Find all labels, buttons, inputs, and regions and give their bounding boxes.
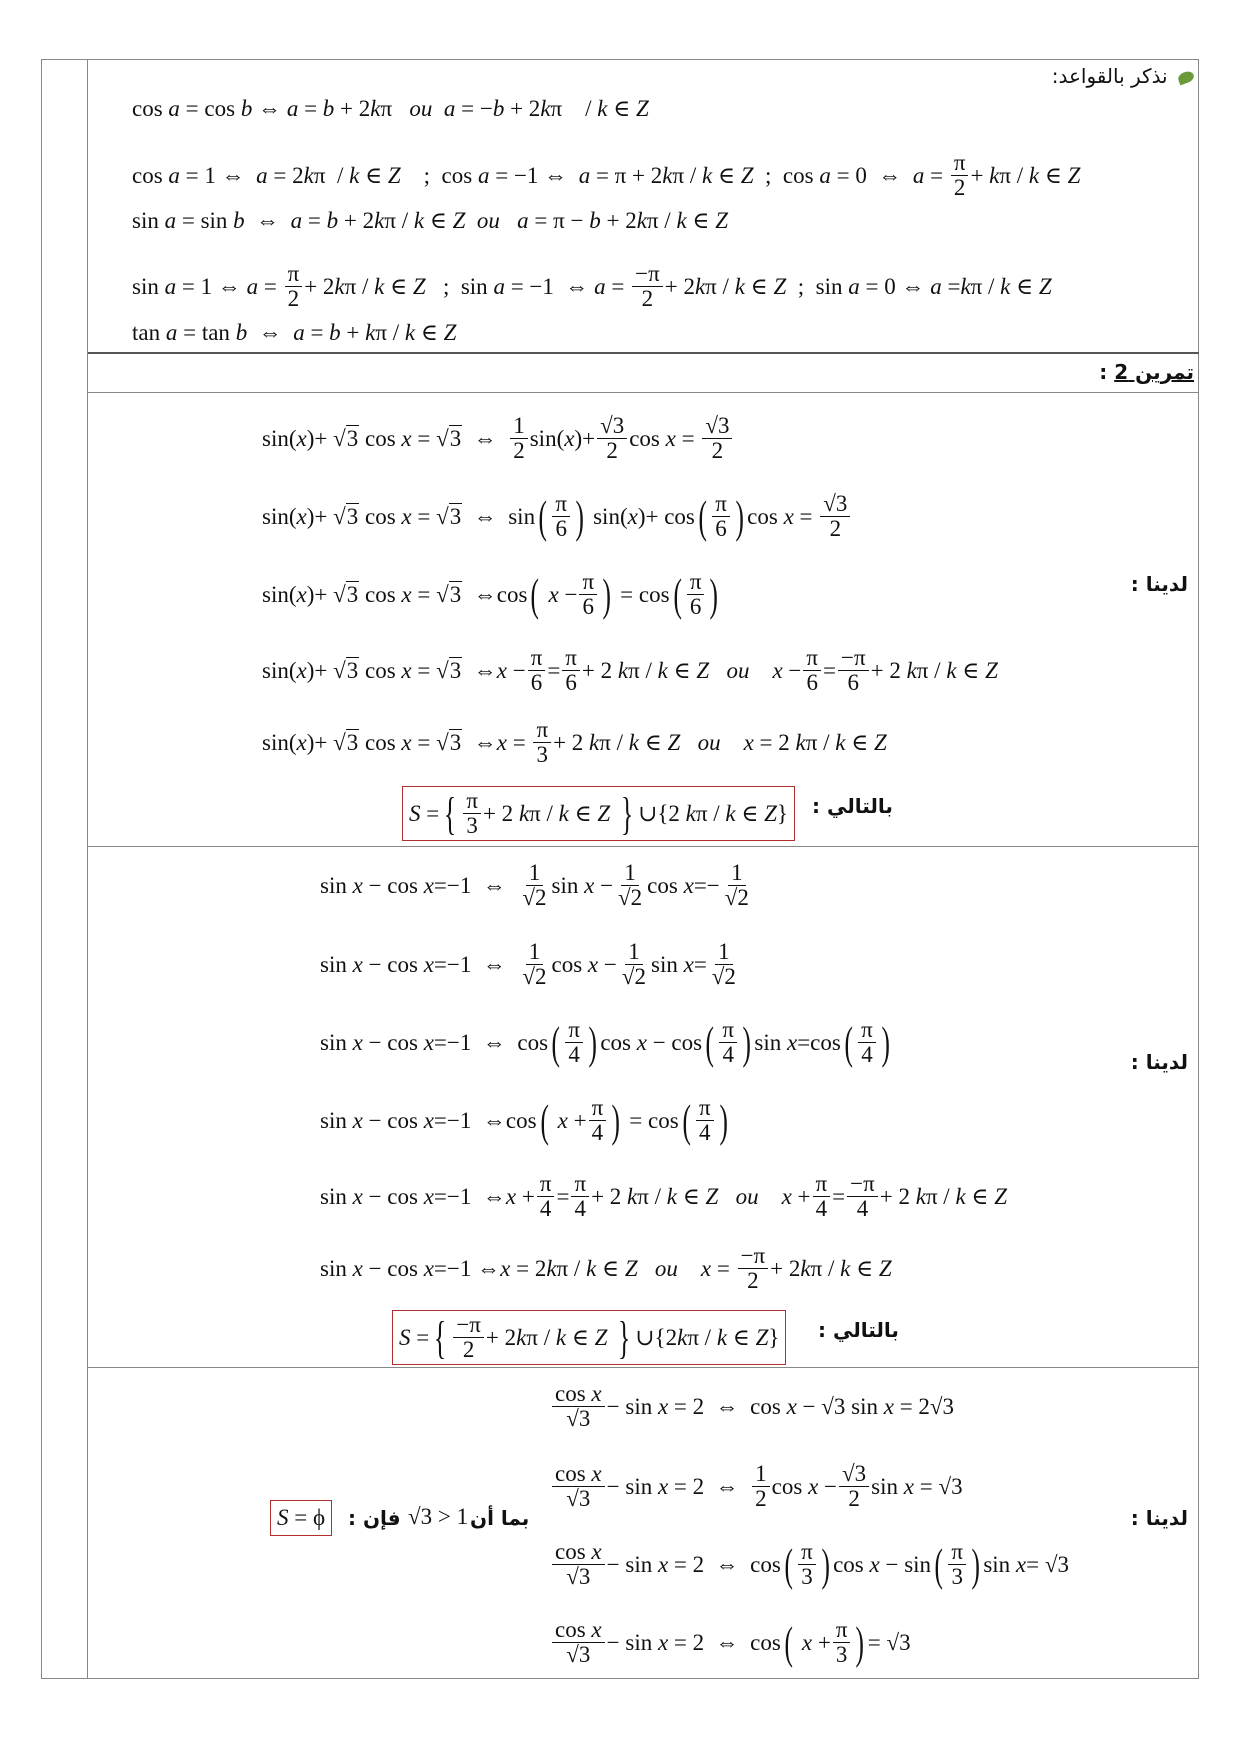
rules-heading xyxy=(1052,64,1194,88)
p3-line1: $\frac{\text{cos x}}{√3}$ − sin x = 2 ⇔ cos x − √3 sin x = 2√3 xyxy=(550,1382,954,1431)
exercise-title-text: تمرين 2 xyxy=(1114,360,1194,384)
exercise-title-colon: : xyxy=(1099,360,1108,384)
p1-line4: sin( x )+ √3 cos x = √3 ⇔ x − $\frac{\pi}{6}$ = $\frac{\pi}{6}$ + 2 k π / k ∈ Z ou x − $\frac{\pi}{6}$ = $\frac{-\pi}{6}$ + 2 k π / k ∈ Z xyxy=(262,645,998,695)
p2-given-label: لدينا : xyxy=(1130,1050,1188,1074)
rules-heading-text: نذكر بالقواعد: xyxy=(1051,64,1168,88)
rule-cos-eq: cos a = cos b ⇔ a = b + 2 k π ou a = − b + 2 k π / k ∈ Z xyxy=(132,96,649,121)
p1-line2: sin( x )+ √3 cos x = √3 ⇔ sin ( $\frac{\pi}{6}$ ) sin( x )+ cos ( $\frac{\pi}{6}$ ) cos x = $\frac{√3}{2}$ xyxy=(262,492,852,541)
p3-condition: √3 > 1 xyxy=(408,1504,469,1529)
divider-rules xyxy=(88,352,1199,354)
p3-solution-box: S = ϕ xyxy=(270,1500,332,1536)
leaf-icon xyxy=(1177,70,1196,86)
p1-line5: sin( x )+ √3 cos x = √3 ⇔ x = $\frac{\pi}{3}$ + 2 k π / k ∈ Z ou x = 2 k π / k ∈ Z xyxy=(262,717,887,767)
p2-therefore-label: بالتالي : xyxy=(818,1318,899,1342)
p1-solution xyxy=(402,786,795,841)
p2-solution xyxy=(392,1310,786,1365)
exercise-title xyxy=(1099,360,1194,384)
rule-sin-special: sin a = 1 ⇔ a = $\frac{\pi}{2}$ + 2 k π / k ∈ Z ; sin a = −1 ⇔ a = $\frac{-\pi}{2}$ + 2 k π / k ∈ Z ; sin a = 0 ⇔ a = k π / k ∈ Z xyxy=(132,261,1052,311)
divider-part1 xyxy=(88,846,1199,847)
p3-line3: $\frac{\text{cos x}}{√3}$ − sin x = 2 ⇔ cos ( $\frac{\pi}{3}$ ) cos x − sin ( $\frac{\pi}{3}$ ) sin x = √3 xyxy=(550,1540,1069,1589)
p3-solution xyxy=(270,1500,332,1536)
p2-line1: sin x − cos x =−1 ⇔ $\frac{1}{√2}$ sin x − $\frac{1}{√2}$ cos x =− $\frac{1}{√2}$ xyxy=(320,860,749,910)
p3-since-label: بما أن xyxy=(470,1506,530,1530)
rule-tan-eq: tan a = tan b ⇔ a = b + k π / k ∈ Z xyxy=(132,320,457,345)
p2-solution-box: S = { $\frac{-\pi}{2}$ + 2 k π / k ∈ Z } ∪{2 k π / k ∈ Z } xyxy=(392,1310,786,1365)
divider-part2 xyxy=(88,1367,1199,1368)
p2-line2: sin x − cos x =−1 ⇔ $\frac{1}{√2}$ cos x − $\frac{1}{√2}$ sin x = $\frac{1}{√2}$ xyxy=(320,939,736,989)
p1-line1: sin( x )+ √3 cos x = √3 ⇔ $\frac{1}{2}$ sin( x )+ $\frac{√3}{2}$ cos x = $\frac{√3}{2}$ xyxy=(262,414,734,463)
p3-line2: $\frac{\text{cos x}}{√3}$ − sin x = 2 ⇔ $\frac{1}{2}$ cos x − $\frac{√3}{2}$ sin x = √3 xyxy=(550,1462,963,1511)
p3-then-label: فإن : xyxy=(348,1506,401,1530)
rule-cos-special: cos a = 1 ⇔ a = 2 k π / k ∈ Z ; cos a = −1 ⇔ a = π + 2 k π / k ∈ Z ; cos a = 0 ⇔ a = $\frac{\pi}{2}$ + k π / k ∈ Z xyxy=(132,150,1081,200)
divider-title xyxy=(88,392,1199,393)
p2-line5: sin x − cos x =−1 ⇔ x + $\frac{\pi}{4}$ = $\frac{\pi}{4}$ + 2 k π / k ∈ Z ou x + $\frac{\pi}{4}$ = $\frac{-\pi}{4}$ + 2 k π / k ∈ Z xyxy=(320,1171,1007,1221)
p1-given-label: لدينا : xyxy=(1130,572,1188,596)
rule-sin-eq: sin a = sin b ⇔ a = b + 2 k π / k ∈ Z ou a = π − b + 2 k π / k ∈ Z xyxy=(132,208,728,233)
margin-column xyxy=(41,59,88,1679)
p1-therefore-label: بالتالي : xyxy=(812,794,893,818)
p1-line3: sin( x )+ √3 cos x = √3 ⇔cos ( x − $\frac{\pi}{6}$ ) = cos ( $\frac{\pi}{6}$ ) xyxy=(262,568,719,620)
p3-given-label: لدينا : xyxy=(1130,1506,1188,1530)
p2-line6: sin x − cos x =−1 ⇔ x = 2 k π / k ∈ Z ou x = $\frac{-\pi}{2}$ + 2 k π / k ∈ Z xyxy=(320,1243,892,1293)
p1-solution-box: S = { $\frac{\pi}{3}$ + 2 k π / k ∈ Z } ∪{2 k π / k ∈ Z } xyxy=(402,786,795,841)
p2-line3: sin x − cos x =−1 ⇔ cos ( $\frac{\pi}{4}$ ) cos x − cos ( $\frac{\pi}{4}$ ) sin x =cos ( $\frac{\pi}{4}$ ) xyxy=(320,1016,890,1068)
p3-line4: $\frac{\text{cos x}}{√3}$ − sin x = 2 ⇔ cos ( x + $\frac{\pi}{3}$ ) = √3 xyxy=(550,1618,911,1667)
p2-line4: sin x − cos x =−1 ⇔cos ( x + $\frac{\pi}{4}$ ) = cos ( $\frac{\pi}{4}$ ) xyxy=(320,1094,728,1146)
